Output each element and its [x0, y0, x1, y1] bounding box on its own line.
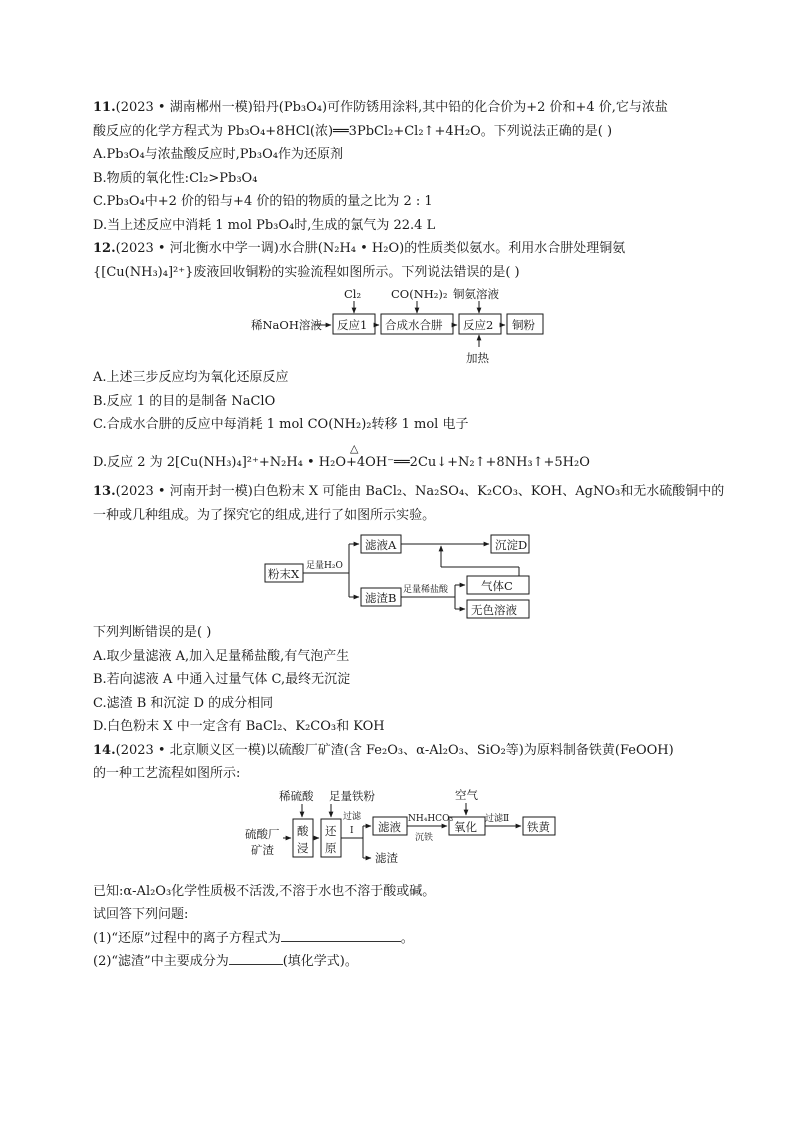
- q14-ore-label2: 矿渣: [251, 842, 274, 857]
- q11-stem-line2: 酸反应的化学方程式为 Pb₃O₄+8HCl(浓)══3PbCl₂+Cl₂↑+4H₂O。下列说法正确的是( ): [93, 123, 613, 139]
- q14-stem-line1: [93, 739, 713, 763]
- q13-option-c[interactable]: C.滤渣 B 和沉淀 D 的成分相同: [93, 695, 274, 711]
- q14-stem-line2: 的一种工艺流程如图所示:: [93, 766, 241, 781]
- q14-sub1-text: (1)“还原”过程中的离子方程式为: [93, 930, 281, 946]
- q13-stem-line2: 一种或几种组成。为了探究它的组成,进行了如图所示实验。: [93, 507, 436, 523]
- q14-reduce-label1: 还: [325, 823, 337, 838]
- q14-stem-text1: (2023 • 北京顺义区一模)以硫酸厂矿渣(含 Fe₂O₃、α-Al₂O₃、SiO₂等)为原料制备铁黄(FeOOH): [115, 742, 674, 758]
- q14-air-label: 空气: [455, 787, 478, 802]
- q11-stem-text1: (2023 • 湖南郴州一模)铅丹(Pb₃O₄)可作防锈用涂料,其中铅的化合价为+2 价和+4 价,它与浓盐: [115, 100, 668, 115]
- delta-sign: △: [350, 441, 359, 455]
- q12-stem-text1: (2023 • 河北衡水中学一调)水合肼(N₂H₄ • H₂O)的性质类似氨水。利用水合肼处理铜氨: [115, 241, 626, 256]
- q12-option-a[interactable]: A.上述三步反应均为氧化还原反应: [93, 370, 289, 385]
- q14-iron-label: 足量铁粉: [329, 788, 375, 803]
- q14-filter2-label: 过滤Ⅱ: [485, 813, 510, 824]
- q12-box1-label: 反应1: [337, 318, 368, 332]
- q12-stem-line1: [93, 237, 713, 261]
- q13-option-d[interactable]: D.白色粉末 X 中一定含有 BaCl₂、K₂CO₃和 KOH: [93, 719, 385, 734]
- q11-option-b[interactable]: B.物质的氧化性:Cl₂>Pb₃O₄: [93, 170, 258, 186]
- q13-water-label: 足量H₂O: [306, 561, 343, 571]
- q13-filtrate-a-label: 滤液A: [365, 538, 397, 552]
- q12-urea-label: CO(NH₂)₂: [391, 287, 448, 301]
- q14-flow-diagram: [93, 786, 713, 880]
- q11-option-d[interactable]: D.当上述反应中消耗 1 mol Pb₃O₄时,生成的氯气为 22.4 L: [93, 217, 436, 233]
- q14-oxid-label: 氧化: [454, 819, 477, 834]
- q13-option-b[interactable]: B.若向滤液 A 中通入过量气体 C,最终无沉淀: [93, 672, 351, 687]
- q14-sub1: [93, 927, 713, 951]
- q14-sub2-text: (2)“滤渣”中主要成分为: [93, 954, 229, 969]
- q11-option-c[interactable]: C.Pb₃O₄中+2 价的铅与+4 价的铅的物质的量之比为 2 : 1: [93, 194, 433, 209]
- q13-solution-label: 无色溶液: [471, 603, 517, 617]
- q14-sub2: [93, 950, 713, 974]
- q14-known: 已知:α-Al₂O₃化学性质极不活泼,不溶于水也不溶于酸或碱。: [93, 883, 436, 899]
- q12-box3-label: 反应2: [463, 318, 494, 332]
- q14-sub1-answer-blank[interactable]: [281, 927, 401, 942]
- q14-filter1-label: 过滤: [343, 811, 362, 822]
- q13-number: 13.: [93, 484, 116, 499]
- q12-option-c[interactable]: C.合成水合肼的反应中每消耗 1 mol CO(NH₂)₂转移 1 mol 电子: [93, 417, 469, 432]
- q14-prompt: 试回答下列问题:: [93, 907, 189, 922]
- q11-option-a[interactable]: A.Pb₃O₄与浓盐酸反应时,Pb₃O₄作为还原剂: [93, 147, 343, 162]
- q13-stem-text1: (2023 • 河南开封一模)白色粉末 X 可能由 BaCl₂、Na₂SO₄、K₂CO₃、KOH、AgNO₃和无水硫酸铜中的: [115, 484, 725, 499]
- q12-box4-label: 铜粉: [512, 318, 535, 332]
- q14-sub2-answer-blank[interactable]: [229, 950, 283, 965]
- q13-gas-c-label: 气体C: [481, 579, 513, 593]
- q11-stem-line1: [93, 96, 713, 120]
- q14-leach-label1: 酸: [297, 823, 309, 838]
- q13-powder-label: 粉末X: [268, 567, 300, 581]
- q14-filtrate-label: 滤液: [378, 819, 401, 834]
- q13-acid-label: 足量稀盐酸: [403, 585, 449, 595]
- q13-stem-line1: [93, 480, 725, 504]
- q14-reduce-label2: 原: [325, 840, 337, 855]
- q12-cl2-label: Cl₂: [344, 287, 362, 301]
- q14-acid-label: 稀硫酸: [279, 788, 314, 803]
- q14-sub1-end: 。: [400, 930, 414, 946]
- q12-flow-diagram: [93, 284, 713, 366]
- q12-stem-line2: {[Cu(NH₃)₄]²⁺}废液回收铜粉的实验流程如图所示。下列说法错误的是( ): [93, 264, 520, 280]
- q14-number: 14.: [93, 742, 116, 758]
- q12-box2-label: 合成水合肼: [385, 318, 443, 332]
- q14-filter1-numeral: Ⅰ: [350, 825, 354, 836]
- q13-flow-diagram: [93, 527, 713, 621]
- q13-option-a[interactable]: A.取少量滤液 A,加入足量稀盐酸,有气泡产生: [93, 648, 350, 664]
- q14-nh4hco3-label: NH₄HCO₃: [408, 813, 454, 824]
- q14-ore-label1: 硫酸厂: [245, 826, 280, 841]
- q14-residue-label: 滤渣: [375, 850, 398, 865]
- q14-sub2-end: (填化学式)。: [282, 954, 358, 969]
- q11-number: 11.: [93, 100, 116, 115]
- q14-product-label: 铁黄: [527, 819, 550, 834]
- q12-heat-label: 加热: [466, 351, 489, 365]
- q13-precip-d-label: 沉淀D: [495, 538, 528, 552]
- q12-option-d-wrap: [93, 441, 713, 475]
- q14-leach-label2: 浸: [297, 840, 309, 855]
- q14-precip-label: 沉铁: [415, 832, 434, 843]
- question-page: [93, 96, 725, 974]
- q13-question: 下列判断错误的是( ): [93, 625, 212, 640]
- q12-number: 12.: [93, 241, 116, 256]
- q12-cuammonia-label: 铜氨溶液: [453, 287, 499, 301]
- q12-option-b[interactable]: B.反应 1 的目的是制备 NaClO: [93, 393, 276, 409]
- q12-start-label: 稀NaOH溶液: [251, 318, 322, 332]
- q13-residue-b-label: 滤渣B: [365, 591, 397, 605]
- q12-option-d[interactable]: D.反应 2 为 2[Cu(NH₃)₄]²⁺+N₂H₄ • H₂O+4OH⁻══2Cu↓+N₂↑+8NH₃↑+5H₂O: [93, 454, 590, 470]
